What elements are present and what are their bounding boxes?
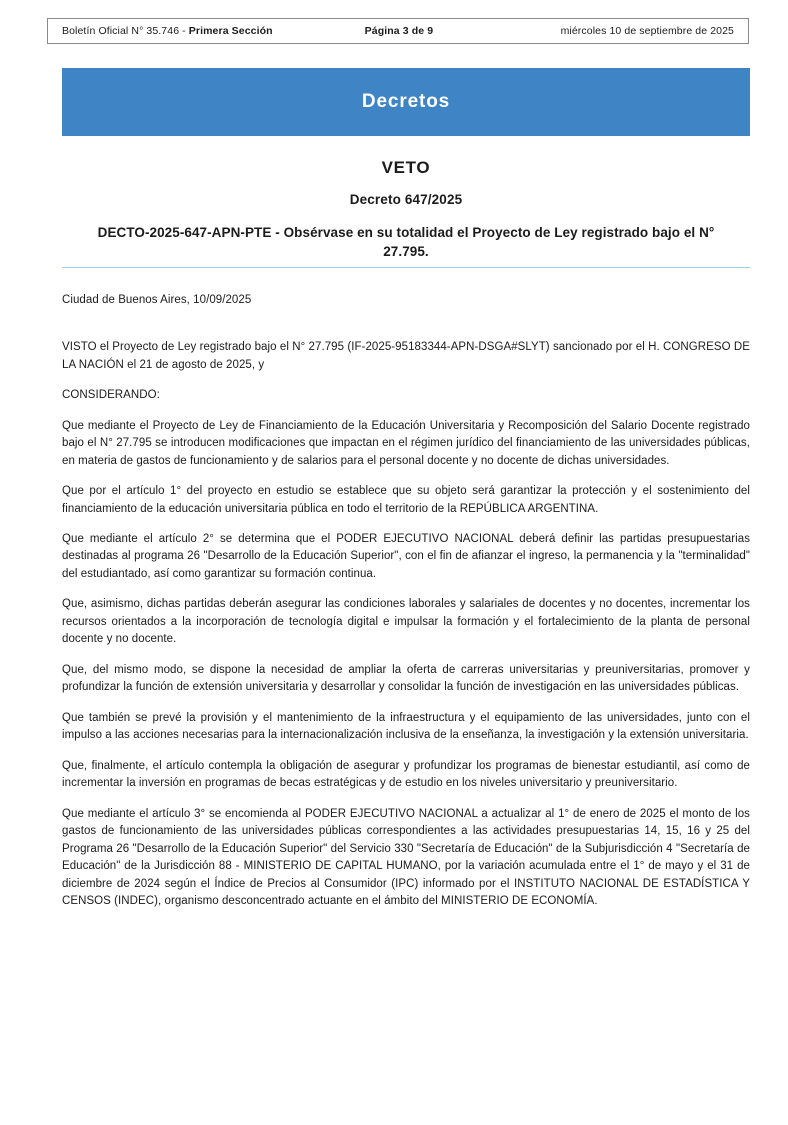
considerando-paragraph: Que también se prevé la provisión y el mantenimiento de la infraestructura y el equipamiento de las universidades, junto con el impulso a las acciones necesarias para la internacionalización inclusiva de la enseñanza, la investigación y la extensión universitaria.	[62, 711, 750, 742]
considerando-paragraph: Que, finalmente, el artículo contempla la obligación de asegurar y profundizar los programas de bienestar estudiantil, así como de incrementar la inversión en programas de becas estratégicas y de estudio en los niveles universitario y preuniversitario.	[62, 759, 750, 790]
document-subject: DECTO-2025-647-APN-PTE - Obsérvase en su totalidad el Proyecto de Ley registrado bajo el N° 27.795.	[97, 225, 715, 260]
considerando-paragraph: Que por el artículo 1° del proyecto en estudio se establece que su objeto será garantizar la protección y el sostenimiento del financiamiento de la educación universitaria pública en todo el territorio de la REPÚBLICA ARGENTINA.	[62, 485, 750, 515]
header-publication-section: Primera Sección	[188, 25, 273, 37]
section-banner	[62, 68, 750, 136]
document-number: Decreto 647/2025	[349, 192, 463, 207]
considerando-paragraph: Que mediante el artículo 2° se determina que el PODER EJECUTIVO NACIONAL deberá definir las partidas presupuestarias destinadas al programa 26 "Desarrollo de la Educación Superior", con el fin de afianzar el ingreso, la permanencia y la "terminalidad" del estudiantado, así como garantizar su formación continua.	[62, 533, 750, 580]
considerando-paragraph: Que, del mismo modo, se dispone la necesidad de ampliar la oferta de carreras universitarias y preuniversitarias, promover y profundizar la función de extensión universitaria y desarrollar y consolidar la función de investigación en las universidades públicas.	[62, 663, 750, 694]
considerando-paragraph: Que mediante el artículo 3° se encomienda al PODER EJECUTIVO NACIONAL a actualizar al 1° de enero de 2025 el monto de los gastos de funcionamiento de las universidades públicas correspondientes a las actividades presupuestarias 14, 15, 16 y 25 del Programa 26 "Desarrollo de la Educación Superior" del Servicio 330 "Secretaría de Educación" de la Subjurisdicción 4 "Secretaría de Educación" de la Jurisdicción 88 - MINISTERIO DE CAPITAL HUMANO, por la variación acumulada entre el 1° de mayo y el 31 de diciembre de 2024 según el Índice de Precios al Consumidor (IPC) informado por el INSTITUTO NACIONAL DE ESTADÍSTICA Y CENSOS (INDEC), organismo desconcentrado actuante en el ámbito del MINISTERIO DE ECONOMÍA.	[62, 807, 750, 907]
considerando-label: CONSIDERANDO:	[62, 389, 160, 402]
header-page-number: Página 3 de 9	[364, 25, 434, 37]
considerando-paragraph: Que mediante el Proyecto de Ley de Financiamiento de la Educación Universitaria y Recomposición del Salario Docente registrado bajo el N° 27.795 se introducen modificaciones que impactan en el régimen jurídico del financiamiento de las universidades públicas, en materia de gastos de funcionamiento y de salarios para el personal docente y no docente de dichas universidades.	[62, 419, 750, 467]
place-and-date: Ciudad de Buenos Aires, 10/09/2025	[62, 294, 252, 306]
title-block	[62, 158, 750, 261]
title-divider	[62, 267, 750, 268]
document-body	[62, 292, 750, 923]
considerando-paragraph: Que, asimismo, dichas partidas deberán asegurar las condiciones laborales y salariales de docentes y no docentes, incrementar los recursos orientados a la incorporación de tecnología digital e impulsar la formación y el fortalecimiento de la planta de personal docente y no docente.	[62, 598, 750, 646]
header-date: miércoles 10 de septiembre de 2025	[560, 25, 734, 37]
section-banner-label: Decretos	[361, 91, 451, 112]
header-publication	[48, 25, 273, 37]
visto-paragraph: VISTO el Proyecto de Ley registrado bajo el N° 27.795 (IF-2025-95183344-APN-DSGA#SLYT) sancionado por el H. CONGRESO DE LA NACIÓN el 21 de agosto de 2025, y	[62, 341, 750, 371]
header-publication-prefix: Boletín Oficial N° 35.746 -	[62, 25, 189, 37]
running-header	[47, 18, 749, 44]
document-kind: VETO	[381, 158, 431, 177]
